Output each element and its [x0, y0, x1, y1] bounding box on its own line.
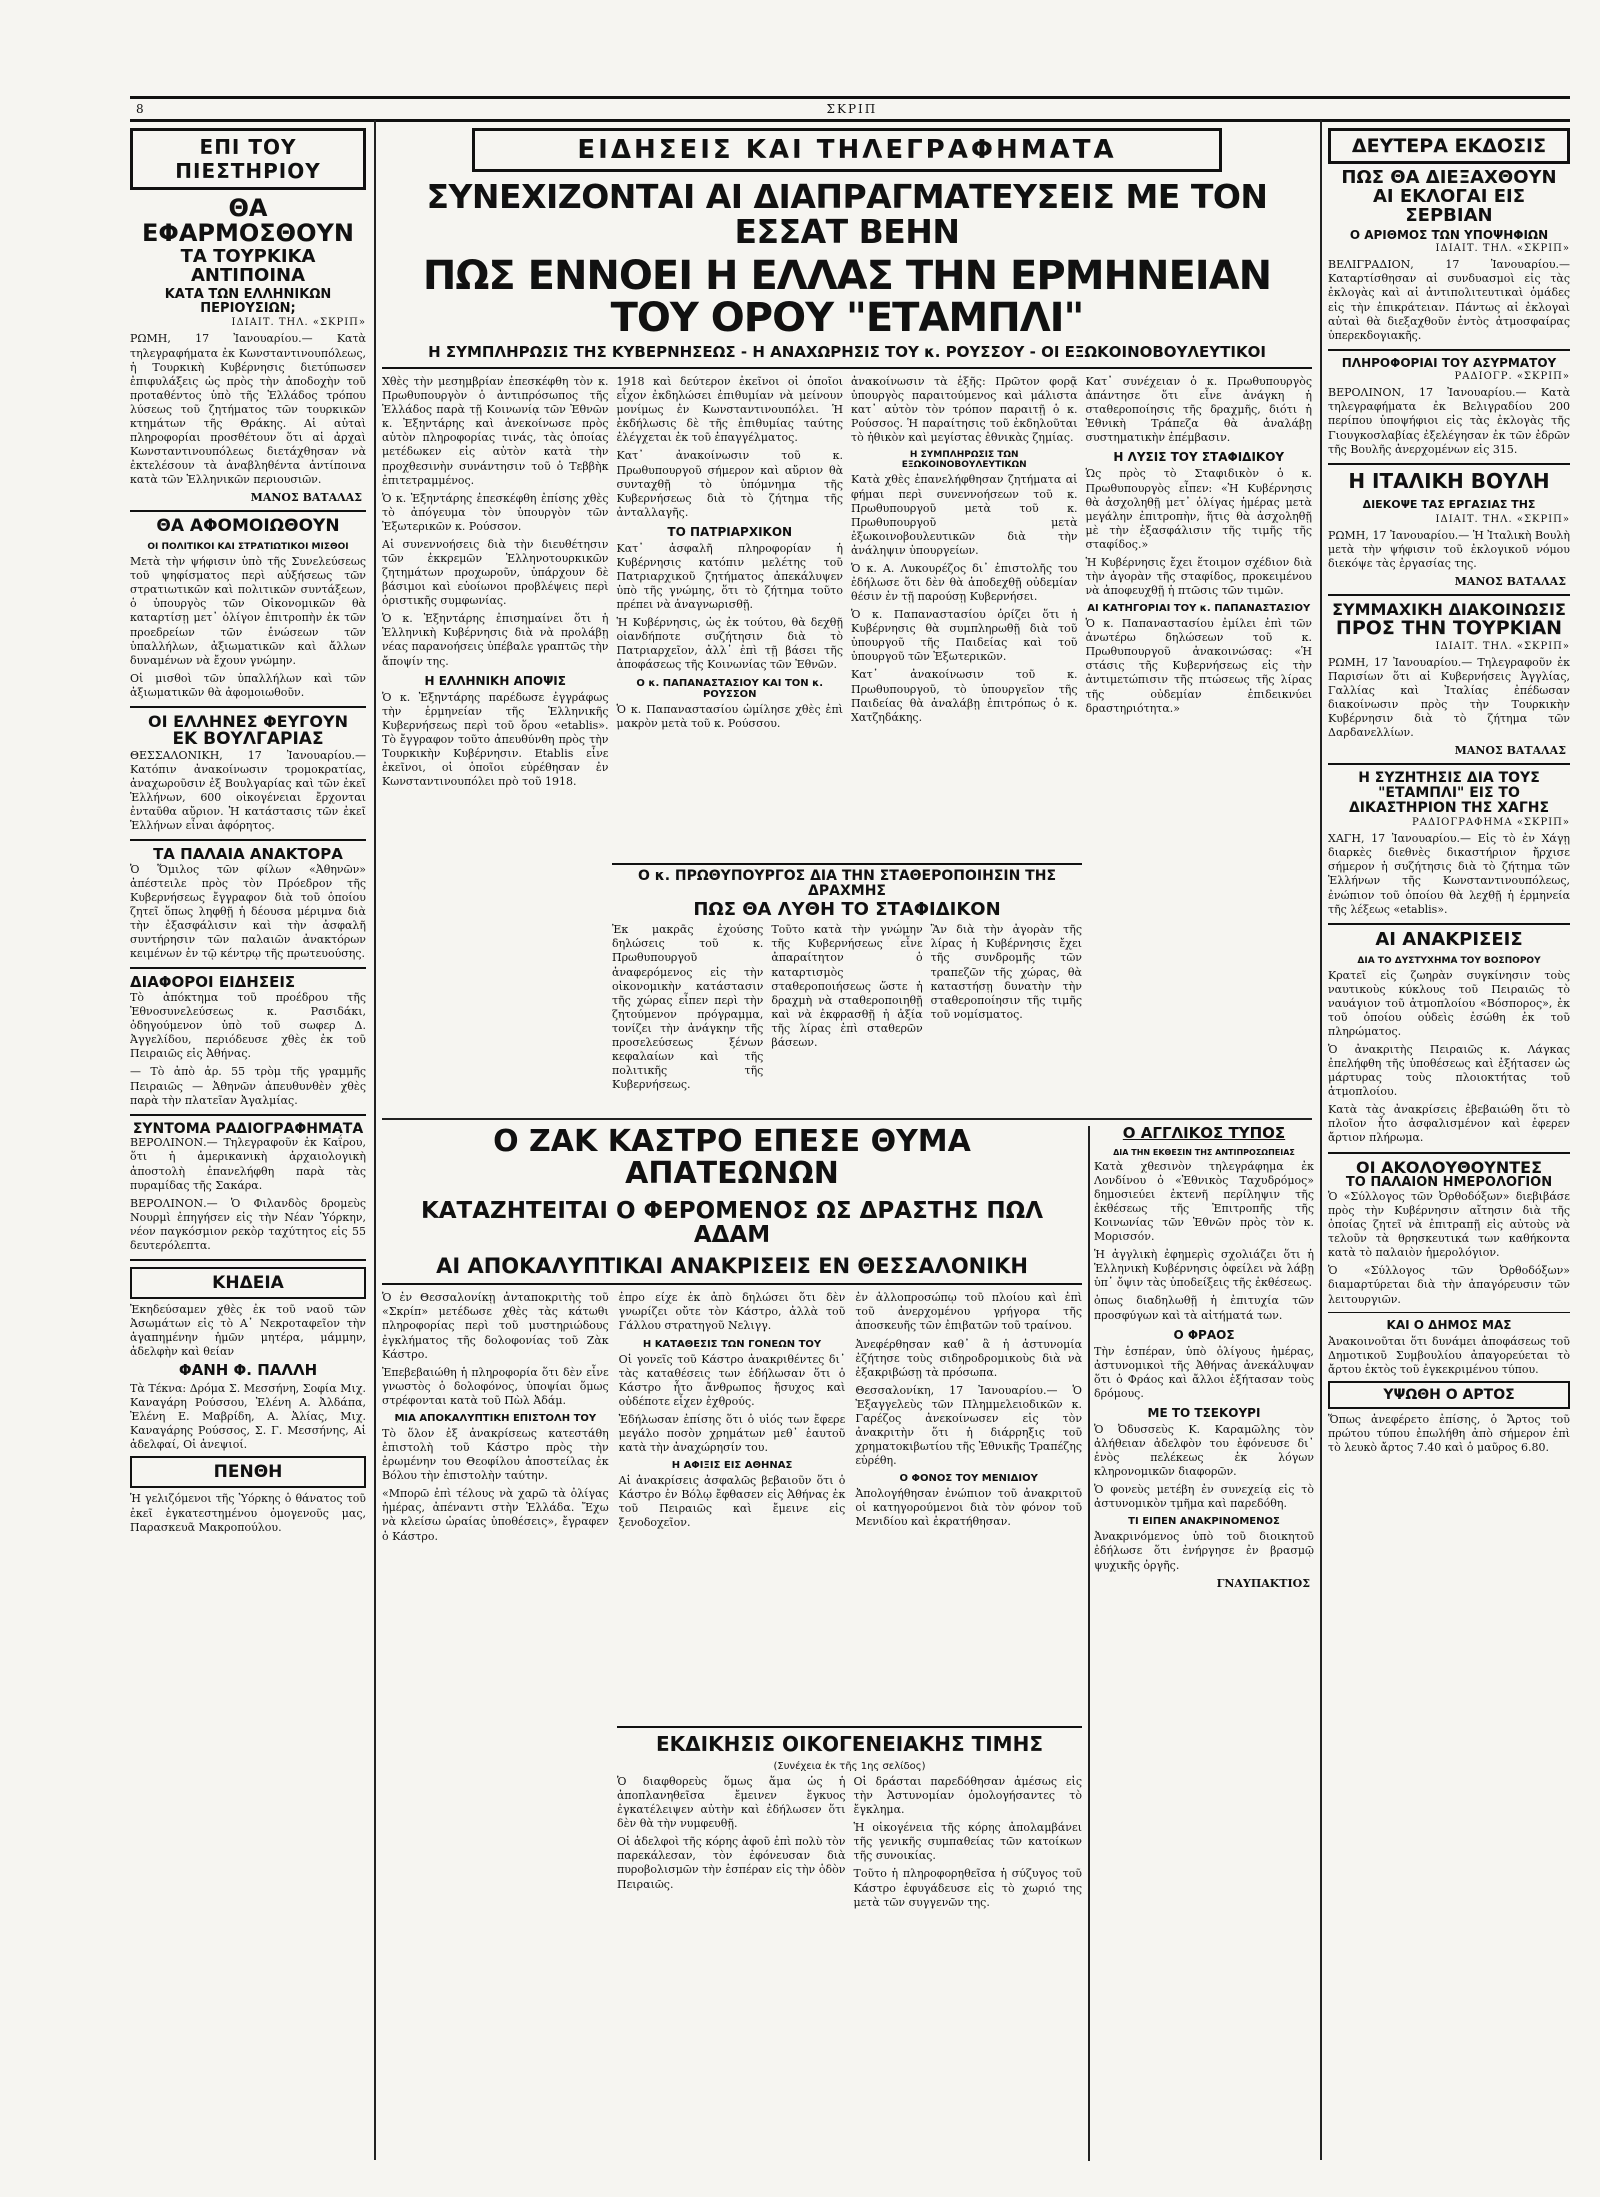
divider: [130, 839, 366, 841]
story-subheadline: ΚΑΤΑΖΗΤΕΙΤΑΙ Ο ΦΕΡΟΜΕΝΟΣ ΩΣ ΔΡΑΣΤΗΣ ΠΩΛ ΑΔΑΜ: [420, 1198, 1044, 1249]
article-body: Ἂν διὰ τὴν ἀγορὰν τῆς λίρας ἡ Κυβέρνησις ἔχει τῆς συνδρομῆς τῶν τραπεζῶν τῆς χώρας, θὰ καταστήσῃ δυνατὴν τὴν σταθεροποίησιν τῆς τιμῆς τοῦ νομίσματος.: [930, 923, 1082, 1021]
subhead: ΤΟ ΠΑΤΡΙΑΡΧΙΚΟΝ: [667, 524, 793, 539]
section-title: Η ΣΥΖΗΤΗΣΙΣ ΔΙΑ ΤΟΥΣ "ΕΤΑΜΠΛΙ" ΕΙΣ ΤΟ ΔΙΚΑΣΤΗΡΙΟΝ ΤΗΣ ΧΑΓΗΣ: [1348, 770, 1550, 816]
story-col: [619, 1291, 846, 1547]
section-subtitle: ΔΙΑ ΤΟ ΔΥΣΤΥΧΗΜΑ ΤΟΥ ΒΟΣΠΟΡΟΥ: [1357, 955, 1541, 966]
center-top: [382, 128, 1312, 1136]
story-columns: [617, 1775, 1082, 1914]
article-body: Ἐκ μακρᾶς ἐχούσης δηλώσεις τοῦ κ. Πρωθυπουργοῦ ἀναφερόμενος εἰς τὴν οἰκονομικὴν κατάστασιν τῆς χώρας εἶπεν περὶ τὴν ζητούμενον πρόγραμμα, τονίζει τὴν ἀνάγκην τῆς προσελεύσεως ξένων κεφαλαίων καὶ τῆς πολιτικῆς τῆς Κυβερνήσεως.: [612, 923, 764, 1092]
section-title: ΟΙ ΕΛΛΗΝΕΣ ΦΕΥΓΟΥΝ: [148, 711, 348, 731]
article-body: Κατ᾽ ἀνακοίνωσιν τοῦ κ. Πρωθυπουργοῦ, τὸ ὑπουργεῖον τῆς Παιδείας θὰ ἀναλάβῃ ἐπιτρόπως ὁ κ. Χατζηδάκης.: [851, 668, 1078, 724]
article-body: ἐν ἀλλοπροσώπῳ τοῦ πλοίου καὶ ἐπὶ τοῦ ἀνερχομένου γρήγορα τῆς ἀποσκευῆς τῶν ἐπιβατῶν τοῦ τραίνου.: [855, 1291, 1082, 1333]
article-body: Τοῦτο ἡ πληροφορηθεῖσα ἡ σύζυγος τοῦ Κάστρο ἐφυγάδευσε εἰς τὸ χωριό της μετὰ τῶν συγγενῶν της.: [853, 1867, 1082, 1909]
subhead: Η ΑΦΙΞΙΣ ΕΙΣ ΑΘΗΝΑΣ: [671, 1460, 793, 1472]
article-body: Οἱ μισθοὶ τῶν ὑπαλλήλων καὶ τῶν ἀξιωματικῶν θὰ ἀφομοιωθοῦν.: [130, 671, 366, 699]
story-col: [1086, 375, 1313, 793]
signature: ΜΑΝΟΣ ΒΑΤΑΛΑΣ: [1454, 744, 1566, 758]
section-subtitle: ΤΟ ΠΑΛΑΙΟΝ ΗΜΕΡΟΛΟΓΙΟΝ: [1345, 1175, 1553, 1191]
article-body: Ὁ κ. Παπαναστασίου ἐμίλει ἐπὶ τῶν ἀνωτέρω δηλώσεων τοῦ κ. Πρωθυπουργοῦ ἀνακοινώσας: «Ἡ στάσις τῆς Κυβερνήσεως εἰς τὴν ἀντιμετώπισιν τῆς πτώσεως τῆς λίρας τῆς οὐδεμίαν ἐπιδεικνύει δραστηριότητα.»: [1085, 617, 1312, 715]
article-body: Ἡ Κυβέρνησις, ὡς ἐκ τούτου, θὰ δεχθῇ οἱανδήποτε συζήτησιν διὰ τὸ Πατριαρχεῖον, ἀλλ᾽ ἐπὶ τῇ βάσει τῆς ἀποφάσεως τῆς Κοινωνίας τῶν Ἐθνῶν.: [616, 616, 843, 672]
article-body: ΡΩΜΗ, 17 Ἰανουαρίου.— Ἡ Ἰταλικὴ Βουλὴ μετὰ τὴν ψήφισιν τοῦ ἐκλογικοῦ νόμου διεκόψε τὰς ἐργασίας της.: [1328, 528, 1570, 570]
article-body: Κατὰ χθὲς ἐπανελήφθησαν ζητήματα αἱ φήμαι περὶ συνεννοήσεων τοῦ κ. Πρωθυπουργοῦ μετὰ τοῦ κ. Πρωθυπουργοῦ μετὰ ἐξωκοινοβουλευτικῶν διὰ τὴν ἀνάληψιν ὑπουργείων.: [851, 473, 1078, 557]
article-body: Ἐκηδεύσαμεν χθὲς ἐκ τοῦ ναοῦ τῶν Ἀσωμάτων εἰς τὸ Α᾽ Νεκροταφεῖον τὴν ἀγαπημένην ἡμῶν μητέρα, μάμμην, ἀδελφὴν καὶ θείαν: [130, 1303, 366, 1359]
article-body: Οἱ γονεῖς τοῦ Κάστρο ἀνακριθέντες δι᾽ τὰς καταθέσεις των ἐδήλωσαν ὅτι ὁ Κάστρο ἦτο ἄνθρωπος ἥσυχος καὶ οὐδέποτε εἶχεν ἐχθρούς.: [618, 1352, 846, 1408]
subhead: Η ΕΛΛΗΝΙΚΗ ΑΠΟΨΙΣ: [424, 673, 566, 688]
left-signature: ΜΑΝΟΣ ΒΑΤΑΛΑΣ: [250, 491, 362, 505]
subhead: Ο κ. ΠΑΠΑΝΑΣΤΑΣΙΟΥ ΚΑΙ ΤΟΝ κ. ΡΟΥΣΣΟΝ: [636, 677, 824, 700]
article-body: Τὸ ἀπόκτημα τοῦ προέδρου τῆς Ἐθνοσυνελεύσεως κ. Ρασιδάκι, ὀδηγούμενον ὑπὸ τοῦ σωφερ Δ. Ἀγγελίδου, περιόδευσε χθὲς ἐκ τοῦ Πειραιῶς εἰς Ἀθήνας.: [130, 991, 366, 1061]
article-body: Ὁ κ. Παπαναστασίου ὡμίλησε χθὲς ἐπὶ μακρὸν μετὰ τοῦ κ. Ρούσσου.: [616, 702, 843, 730]
subhead: Η ΛΥΣΙΣ ΤΟΥ ΣΤΑΦΙΔΙΚΟΥ: [1113, 450, 1285, 465]
article-body: ἀνακοίνωσιν τὰ ἑξῆς: Πρῶτον φορᾷ ὑπουργὸς παραιτούμενος καὶ μάλιστα κατ᾽ αὐτὸν τὸν τρόπον παραιτῇ ὁ κ. Ρούσσος. Ἡ παραίτησις τοῦ ἐκδηλοῦται τὸ ἠθικὸν καὶ μεγίστας ἐθνικὰς ζημίας.: [851, 375, 1078, 445]
article-body: Ὁ κ. Παπαναστασίου ὁρίζει ὅτι ἡ Κυβέρνησις θὰ συμπληρωθῇ διὰ τοῦ ὑπουργοῦ τῆς Παιδείας καὶ τοῦ ὑπουργοῦ τῶν Ἐξωτερικῶν.: [851, 608, 1078, 664]
page-number: 8: [136, 102, 146, 116]
article-body: Ὁ «Σύλλογος τῶν Ὀρθοδόξων» διαμαρτύρεται διὰ τὴν ἀπαγόρευσιν τῶν λειτουργιῶν.: [1328, 1264, 1570, 1306]
section-title: Η ΙΤΑΛΙΚΗ ΒΟΥΛΗ: [1348, 468, 1550, 493]
subhead: ΜΕ ΤΟ ΤΣΕΚΟΥΡΙ: [1147, 1405, 1261, 1420]
article-body: Ὁ ἀνακριτὴς Πειραιῶς κ. Λάγκας ἐπελήφθη τῆς ὑποθέσεως καὶ ἐξήτασεν ὡς μάρτυρας τοὺς πλοιοκτήτας τοῦ ἀτμοπλοίου.: [1328, 1042, 1570, 1099]
divider: [130, 510, 366, 512]
article-body: Ὁ κ. Ἐξηντάρης ἐπεσκέφθη ἐπίσης χθὲς τὸ ἀπόγευμα τὸν ὑπουργὸν τῶν Ἐξωτερικῶν κ. Ρούσσον.: [382, 491, 609, 533]
section-title-box: ΠΕΝΘΗ: [130, 1456, 366, 1488]
article-body: Αἱ ἀνακρίσεις ἀσφαλῶς βεβαιοῦν ὅτι ὁ Κάστρο ἐν Βόλῳ ἔφθασεν εἰς Ἀθήνας ἐκ τοῦ Πειραιῶς καὶ ἔμεινε εἰς ξενοδοχεῖον.: [618, 1474, 846, 1530]
article-body: ΡΩΜΗ, 17 Ἰανουαρίου.— Τηλεγραφοῦν ἐκ Παρισίων ὅτι αἱ Κυβερνήσεις Ἀγγλίας, Γαλλίας καὶ Ἰταλίας ἐπέδωσαν διακοίνωσιν πρὸς τὴν Τουρκικὴν Κυβέρνησιν διὰ τὸ ζήτημα τῶν Δαρδανελλίων.: [1328, 655, 1570, 740]
article-body: Κατὰ τὰς ἀνακρίσεις ἐβεβαιώθη ὅτι τὸ πλοῖον ἦτο ἀσφαλισμένον καὶ ἐφερεν ἄρτιον πλήρωμα.: [1328, 1103, 1570, 1145]
main-story-columns: [382, 375, 1312, 793]
mid-right-column: [1094, 1126, 1314, 2161]
article-body: ΒΕΛΙΓΡΑΔΙΟΝ, 17 Ἰανουαρίου.— Καταρτίσθησαν αἱ συνδυασμοὶ εἰς τὰς ἐκλογὰς καὶ αἱ ἀντιπολιτευτικαὶ ὁμάδες εἰς τὴν ἐπικράτειαν. Πάντως αἱ ἐκλογαὶ αὐταὶ θὰ διεξαχθοῦν ἐντὸς ἀτμοσφαίρας ὑπερεκδογιακῆς.: [1328, 258, 1570, 342]
story-columns: [382, 1291, 1082, 1547]
section-subtitle: ΔΙΕΚΟΨΕ ΤΑΣ ΕΡΓΑΣΙΑΣ ΤΗΣ: [1362, 497, 1536, 511]
paper-name: ΣΚΡΙΠ: [826, 102, 878, 116]
article-body: Αἱ συνεννοήσεις διὰ τὴν διευθέτησιν τῶν ἐκκρεμῶν Ἑλληνοτουρκικῶν ζητημάτων προχωροῦν, ὑπάρχουν δὲ βάσιμοι καὶ εὐοίωνοι προβλέψεις περὶ ὁριστικῆς συμφωνίας.: [382, 537, 609, 608]
subhead: ΤΙ ΕΙΠΕΝ ΑΝΑΚΡΙΝΟΜΕΝΟΣ: [1128, 1516, 1280, 1528]
article-body: Χθὲς τὴν μεσημβρίαν ἐπεσκέφθη τὸν κ. Πρωθυπουργὸν ὁ ἀντιπρόσωπος τῆς Ἑλλάδος παρὰ τῇ Κοινωνίᾳ τῶν Ἐθνῶν κ. Ἐξηντάρης καὶ ἀνεκοίνωσε πρὸς αὐτὸν πληροφορίας τινάς, τὰς ὁποίας μετέδωκεν εἰς αὐτὸν κατὰ τὴν προχθεσινὴν συνάντησιν τοῦ ὁ Τεββὴκ ἐπιτετραμμένος.: [382, 375, 609, 487]
story-title: Ο ΑΓΓΛΙΚΟΣ ΤΥΠΟΣ: [1122, 1126, 1286, 1142]
subhead: Η ΚΑΤΑΘΕΣΙΣ ΤΩΝ ΓΟΝΕΩΝ ΤΟΥ: [642, 1338, 822, 1350]
article-body: ὁπως διαδηλωθῇ ἡ ἐπιτυχία τῶν προσφύγων καὶ τὰ αἰτήματά των.: [1094, 1294, 1314, 1322]
left-headline-3: ΚΑΤΑ ΤΩΝ ΕΛΛΗΝΙΚΩΝ ΠΕΡΙΟΥΣΙΩΝ;: [164, 287, 332, 316]
article-body: Ὁ φονεὺς μετέβη ἐν συνεχείᾳ εἰς τὸ ἀστυνομικὸν τμῆμα καὶ παρεδόθη.: [1094, 1483, 1314, 1511]
story-col: [617, 375, 844, 793]
masthead-filler: [1552, 102, 1570, 116]
subhead: Ο ΦΡΑΟΣ: [1173, 1327, 1235, 1342]
horizontal-rule: [382, 1118, 1312, 1120]
article-body: Ὁ «Σύλλογος τῶν Ὀρθοδόξων» διεβιβάσε πρὸς τὴν Κυβέρνησιν αἴτησιν διὰ τῆς ὁποίας ζητεῖ νὰ ἐπιτραπῇ εἰς αὐτοὺς νὰ τελοῦν τὰ θρησκευτικά των καθήκοντα κατὰ τὸ παλαιὸν ἡμερολόγιον.: [1328, 1189, 1570, 1260]
divider: [130, 967, 366, 969]
article-body: — Τὸ ἀπὸ ἀρ. 55 τρὸμ τῆς γραμμῆς Πειραιῶς — Ἀθηνῶν ἀπευθυνθὲν χθὲς παρὰ τὴν πλατεῖαν Ἀγαλμίας.: [130, 1065, 366, 1107]
story-col: [382, 1291, 609, 1547]
subhead: ΜΙΑ ΑΠΟΚΑΛΥΠΤΙΚΗ ΕΠΙΣΤΟΛΗ ΤΟΥ: [394, 1412, 597, 1424]
article-body: Οἱ δράσται παρεδόθησαν ἀμέσως εἰς τὴν Ἀστυνομίαν ὁμολογήσαντες τὸ ἔγκλημα.: [853, 1775, 1082, 1817]
divider: [1328, 1152, 1570, 1154]
right-kicker: ΔΕΥΤΕΡΑ ΕΚΔΟΣΙΣ: [1328, 128, 1570, 164]
article-body: Κατ᾽ συνέχειαν ὁ κ. Πρωθυπουργὸς ἀπάντησε ὅτι εἶνε ἀνάγκη ἡ σταθεροποίησις τῆς δραχμῆς, διότι ἡ Ἐθνικὴ Τράπεζα θὰ ἀναλάβῃ συστηματικὴν ἐπέμβασιν.: [1085, 375, 1312, 445]
column-rule: [374, 120, 376, 2160]
subhead: ΑΙ ΚΑΤΗΓΟΡΙΑΙ ΤΟΥ κ. ΠΑΠΑΝΑΣΤΑΣΙΟΥ: [1087, 603, 1311, 615]
article-body: Θεσσαλονίκη, 17 Ἰανουαρίου.— Ὁ Ἐξαγγελεὺς τῶν Πλημμελειοδικῶν κ. Γαρέζος ἀνεκοίνωσεν εἰς τὸν ἀνακριτὴν ὅτι ἡ διάρρηξις τοῦ χρηματοκιβωτίου τῆς Ἐθνικῆς Τραπέζης εὑρέθη.: [855, 1383, 1082, 1468]
article-body: 1918 καὶ δεύτερον ἐκεῖνοι οἱ ὁποῖοι εἶχον ἐκδηλώσει ἐπιθυμίαν νὰ μείνουν μονίμως ἐν Κωνσταντινουπόλει. Ἡ ἐκδήλωσις δὲ τῆς ἐπιθυμίας ταύτης ἐλέγχεται ἐκ τοῦ ἐπαγγέλματος.: [616, 375, 843, 445]
divider: [1328, 1312, 1570, 1313]
byline: ΙΔΙΑΙΤ. ΤΗΛ. «ΣΚΡΙΠ»: [1435, 513, 1570, 525]
article-body: Κατ᾽ ἀνακοίνωσιν τοῦ κ. Πρωθυπουργοῦ σήμερον καὶ αὔριον θὰ συνταχθῇ τὸ ὑπόμνημα τῆς Κυβερνήσεως διὰ τὸ ζήτημα τῆς ἀνταλλαγῆς.: [616, 449, 843, 519]
story-col: [855, 1291, 1082, 1547]
article-body: ΘΕΣΣΑΛΟΝΙΚΗ, 17 Ἰανουαρίου.— Κατόπιν ἀνακοίνωσιν τρομοκρατίας, ἀναχωροῦσιν ἐξ Βουλγαρίας καὶ τῶν ἐκεῖ Ἑλλήνων, 600 οἰκογένειαι ἔρχονται ἐνταῦθα αὔριον. Ἡ κατάστασις τῶν ἐκεῖ Ἑλλήνων εἶναι ἀφόρητος.: [130, 748, 366, 832]
article-body: Τὴν ἑσπέραν, ὑπὸ ὀλίγους ἡμέρας, ἀστυνομικοὶ τῆς Ἀθήνας ἀνεκάλυψαν ὅτι ὁ Φράος καὶ ἄλλοι ἐξήτασαν τοὺς δρόμους.: [1094, 1344, 1314, 1400]
signature: ΓΝΑΥΠΑΚΤΙΟΣ: [1216, 1576, 1310, 1590]
divider: [130, 706, 366, 708]
article-body: Τὰ Τέκνα: Δρόμα Σ. Μεσσήνη, Σοφία Μιχ. Καναγάρη Ρούσσου, Ἐλένη Α. Ἀλδάπα, Ἐλένη Ε. Μαβρίδη, Α. Ἀλίας, Μιχ. Καναγάρης Ρούσσος, Σ. Γ. Μεσσήνης, Αἱ ἀδελφαί, Οἱ ἀνεψιοί.: [130, 1382, 366, 1452]
article-body: Κρατεῖ εἰς ζωηρὰν συγκίνησιν τοὺς ναυτικοὺς κύκλους τοῦ Πειραιῶς τὸ ναυάγιον τοῦ ἀτμοπλοίου «Βόσπορος», ἐκ τοῦ ὁποίου οὐδεὶς ἐσώθη ἐκ τοῦ πληρώματος.: [1328, 968, 1570, 1038]
section-title: ΣΥΝΤΟΜΑ ΡΑΔΙΟΓΡΑΦΗΜΑΤΑ: [132, 1120, 364, 1137]
section-title: ΟΙ ΑΚΟΛΟΥΘΟΥΝΤΕΣ: [1355, 1157, 1543, 1177]
article-body: Ὁ κ. Α. Λυκουρέζος δι᾽ ἐπιστολῆς του ἐδήλωσε ὅτι δὲν θὰ ἀποδεχθῇ οὐδεμίαν θέσιν ἐν τῇ παρούσῃ Κυβερνήσει.: [851, 561, 1078, 604]
article-body: Ἡ γελιζόμενοι τῆς Ὑόρκης ὁ θάνατος τοῦ ἐκεῖ ἐγκατεστημένου ὁμογενοῦς μας, Παρασκευᾶ Μακροπούλου.: [130, 1492, 366, 1534]
article-body: ΒΕΡΟΛΙΝΟΝ.— Ὁ Φιλανδὸς δρομεὺς Νουρμὶ ἐπηγήσεν εἰς τὴν Νέαν Ὑόρκην, νέον παγκόσμιον ρεκὸρ ταχύτητος εἰς 55 δευτερόλεπτα.: [130, 1196, 366, 1252]
article-body: Ὡς πρὸς τὸ Σταφιδικὸν ὁ κ. Πρωθυπουργὸς εἶπεν: «Ἡ Κυβέρνησις θὰ ἀσχοληθῇ μετ᾽ ὀλίγας ἡμέρας μετὰ μεγάλην ἐπιτροπὴν, ἥτις θὰ ἀσχοληθῇ μὲ τὴν ἐξασφάλισιν τῆς τιμῆς τῆς σταφίδος.»: [1085, 467, 1312, 551]
main-headline: ΣΥΝΕΧΙΖΟΝΤΑΙ ΑΙ ΔΙΑΠΡΑΓΜΑΤΕΥΣΕΙΣ ΜΕ ΤΟΝ ΕΣΣΑΤ ΒΕΗΝ: [426, 177, 1268, 251]
story-subtitle: ΔΙΑ ΤΗΝ ΕΚΘΕΣΙΝ ΤΗΣ ΑΝΤΙΠΡΟΣΩΠΕΙΑΣ: [1113, 1147, 1295, 1157]
article-body: Ἡ Κυβέρνησις ἔχει ἕτοιμον σχέδιον διὰ τὴν ἀγορὰν τῆς σταφίδος, προκειμένου νὰ ἀποφευχθῇ ἡ πτῶσις τῶν τιμῶν.: [1085, 555, 1312, 598]
article-body: Ὁ κ. Ἐξηντάρης ἐπισημαίνει ὅτι ἡ Ἑλληνικὴ Κυβέρνησις διὰ νὰ προλάβῃ νέας παρανοήσεις ὑπέβαλε γραπτῶς τὴν ἄποψίν της.: [382, 612, 609, 668]
byline: ΡΑΔΙΟΓΡΑΦΗΜΑ «ΣΚΡΙΠ»: [1412, 817, 1570, 829]
right-subheadline: Ο ΑΡΙΘΜΟΣ ΤΩΝ ΥΠΟΨΗΦΙΩΝ: [1349, 227, 1549, 242]
article-body: ΒΕΡΟΛΙΝΟΝ.— Τηλεγραφοῦν ἐκ Καΐρου, ὅτι ἡ ἀμερικανικὴ ἀρχαιολογικὴ ἀποστολὴ ἐπανελήφθη παρὰ τὰς πυραμίδας τῆς Σακάρα.: [130, 1136, 366, 1192]
article-body: Ἀνεφέρθησαν καθ᾽ ἃ ἡ ἀστυνομία ἐζήτησε τοὺς σιδηροδρομικοὺς διὰ νὰ ἐξακριβώσῃ τὰ πρόσωπα.: [855, 1337, 1082, 1379]
story-columns: [612, 923, 1082, 1096]
left-kicker: ΕΠΙ ΤΟΥ ΠΙΕΣΤΗΡΙΟΥ: [130, 128, 366, 190]
article-body: Κατὰ χθεσινὸν τηλεγράφημα ἐκ Λονδίνου ὁ «Ἐθνικὸς Ταχυδρόμος» δημοσιεύει ἐκτενῆ περίληψιν τῆς ἐκθέσεως τῆς Ἐπιτροπῆς τῆς Κοινωνίας τῶν Ἐθνῶν πρὸς τὸν κ. Μορισσόν.: [1094, 1159, 1314, 1244]
subhead: Η ΣΥΜΠΛΗΡΩΣΙΣ ΤΩΝ ΕΞΩΚΟΙΝΟΒΟΥΛΕΥΤΙΚΩΝ: [901, 450, 1027, 471]
signature: ΜΑΝΟΣ ΒΑΤΑΛΑΣ: [1454, 574, 1566, 588]
story-headline: Ο ΖΑΚ ΚΑΣΤΡΟ ΕΠΕΣΕ ΘΥΜΑ ΑΠΑΤΕΩΝΩΝ: [493, 1126, 971, 1191]
story-col: [854, 1775, 1083, 1914]
section-title: ΑΙ ΑΝΑΚΡΙΣΕΙΣ: [1375, 928, 1523, 950]
article-body: Ὅπως ἀνεφέρετο ἐπίσης, ὁ Ἄρτος τοῦ πρώτου τύπου ἐπωλήθη ἀπὸ σήμερον ἐπὶ τὸ λευκὸ ἄρτος 7.40 καὶ ὁ μαῦρος 6.80.: [1328, 1412, 1570, 1454]
article-body: ΒΕΡΟΛΙΝΟΝ, 17 Ἰανουαρίου.— Κατὰ τηλεγραφήματα ἐκ Βελιγραδίου 200 περίπου ὑποψήφιοι εἰς τὰς ἐκλογὰς τῆς Γιουγκοσλαβίας ἐξελέγησαν ἐκ τῶν ἐδρῶν τῆς Βουλῆς ἀνερχομένων εἰς 315.: [1328, 386, 1570, 456]
section-subtitle: ΕΚ ΒΟΥΛΓΑΡΙΑΣ: [172, 728, 324, 749]
drachma-story: [612, 863, 1082, 1096]
article-body: Τὸ ὅλον ἐξ ἀνακρίσεως κατεστάθη ἐπιστολὴ τοῦ Κάστρο πρὸς τὴν ἐρωμένην του Θεοφίλου ἀποστείλας ἐκ Βόλου τὴν ἐπιστολὴν ταύτην.: [382, 1426, 609, 1483]
section-title: ΣΥΜΜΑΧΙΚΗ ΔΙΑΚΟΙΝΩΣΙΣ: [1332, 599, 1566, 619]
section-subtitle: ΠΡΟΣ ΤΗΝ ΤΟΥΡΚΙΑΝ: [1335, 616, 1563, 639]
byline: ΙΔΙΑΙΤ. ΤΗΛ. «ΣΚΡΙΠ»: [1435, 640, 1570, 652]
left-column: [130, 128, 366, 2163]
obituary-name: ΦΑΝΗ Φ. ΠΑΛΛΗ: [178, 1361, 318, 1380]
section-subtitle: ΟΙ ΠΟΛΙΤΙΚΟΙ ΚΑΙ ΣΤΡΑΤΙΩΤΙΚΟΙ ΜΙΣΘΟΙ: [147, 542, 349, 553]
article-body: Τοῦτο κατὰ τὴν γνώμην τῆς Κυβερνήσεως εἶνε ἀπαραίτητον ὁ καταρτισμὸς σταθεροποιήσεως ὥστε ἡ δραχμὴ νὰ σταθεροποιηθῇ καὶ νὰ ἐκφρασθῇ ἡ ἀξία τῆς λίρας ἐπὶ σταθερῶν βάσεων.: [771, 923, 923, 1049]
right-headline: ΠΩΣ ΘΑ ΔΙΕΞΑΧΘΟΥΝ ΑΙ ΕΚΛΟΓΑΙ ΕΙΣ ΣΕΡΒΙΑΝ: [1341, 167, 1557, 226]
castro-story: [382, 1126, 1082, 2161]
right-column: [1328, 128, 1570, 2163]
article-body: Ὁ Ὀδυσσεὺς Κ. Καραμῶλης τὸν ἀλήθειαν ἀδελφὸν του ἐφόνευσε δι᾽ ἑνὸς πελέκεως ἐκ λόγων κληρονομικῶν διαφορῶν.: [1094, 1422, 1314, 1479]
article-body: ἐπρο είχε ἐκ ἀπὸ δηλώσει ὅτι δὲν γνωρίζει οὔτε τὸν Κάστρο, ἀλλὰ τοῦ Γάλλου στρατηγοῦ Νελιγγ.: [618, 1291, 846, 1333]
section-title: ΔΙΑΦΟΡΟΙ ΕΙΔΗΣΕΙΣ: [130, 973, 296, 992]
article-body: Ὁ διαφθορεὺς ὅμως ἅμα ὡς ἡ ἀποπλανηθεῖσα ἔμεινεν ἔγκυος ἐγκατέλειψεν αὐτὴν καὶ ἐδήλωσεν ὅτι δὲν θὰ τὴν νυμφευθῇ.: [617, 1775, 846, 1831]
story-col: [851, 375, 1078, 793]
section-title: ΠΛΗΡΟΦΟΡΙΑΙ ΤΟΥ ΑΣΥΡΜΑΤΟΥ: [1341, 355, 1557, 370]
article-body: ΧΑΓΗ, 17 Ἰανουαρίου.— Εἰς τὸ ἐν Χάγῃ διαρκὲς διεθνὲς δικαστήριον ἤρχισε σήμερον ἡ συζήτησις διὰ τὸ ζήτημα τῶν Ἑλλήνων τῆς Κωνσταντινουπόλεως, ἐνώπιον τοῦ ὁποίου θὰ λεχθῇ ἡ ἑρμηνεία τῆς λέξεως «etablis».: [1328, 832, 1570, 916]
left-byline: ΙΔΙΑΙΤ. ΤΗΛ. «ΣΚΡΙΠ»: [231, 317, 366, 329]
article-body: Ἀνακοινοῦται ὅτι δυνάμει ἀποφάσεως τοῦ Δημοτικοῦ Συμβουλίου ἀπαγορεύεται τὸ ἄρτου ἐκτὸς τοῦ ἐγκεκριμένου τύπου.: [1328, 1334, 1570, 1376]
divider: [130, 1259, 366, 1261]
section-title: ΤΑ ΠΑΛΑΙΑ ΑΝΑΚΤΟΡΑ: [153, 845, 343, 864]
article-body: Ἀνακρινόμενος ὑπὸ τοῦ διοικητοῦ ἐδήλωσε ὅτι ἐνήργησε ἐν βρασμῷ ψυχικῆς ὀργῆς.: [1094, 1530, 1314, 1572]
article-body: Ὁ κ. Ἐξηντάρης παρέδωσε ἐγγράφως τὴν ἑρμηνείαν τῆς Ἑλληνικῆς Κυβερνήσεως περὶ τοῦ ὅρου «etablis». Τὸ ἔγγραφον τοῦτο ἀπευθύνθη πρὸς τὴν Τουρκικὴν Κυβέρνησιν. Etablis εἶνε ἐκεῖνοι, οἱ ὁποῖοι εὑρέθησαν ἐν Κωνσταντινουπόλει πρὸ τοῦ 1918.: [382, 690, 609, 789]
article-body: «Μπορῶ ἐπὶ τέλους νὰ χαρῶ τὰ ὀλίγας ἡμέρας, ἀπέναντι στὴν Ἑλλάδα. Ἔχω νὰ κλείσω ὡραίας ὑποθέσεις», ἔγραφεν ὁ Κάστρο.: [382, 1487, 609, 1543]
divider: [1328, 463, 1570, 465]
article-body: Ὁ Ὅμιλος τῶν φίλων «Ἀθηνῶν» ἀπέστειλε πρὸς τὸν Πρόεδρον τῆς Κυβερνήσεως ἔγγραφον διὰ τοῦ ὁποίου ζητεῖ ὅπως ληφθῇ ἡ δέουσα μέριμνα διὰ τὴν ἐξασφάλισιν καὶ τὴν ἀσφαλῆ συντήρησιν τῶν παλαιῶν ἀνακτόρων κειμένων ἐν τῷ κέντρῳ τῆς πρωτευούσης.: [130, 862, 366, 961]
divider: [1328, 763, 1570, 765]
subhead: Ο ΦΟΝΟΣ ΤΟΥ ΜΕΝΙΔΙΟΥ: [899, 1473, 1038, 1485]
article-body: Ὁ ἐν Θεσσαλονίκῃ ἀνταποκριτὴς τοῦ «Σκρίπ» μετέδωσε χθὲς τὰς κάτωθι πληροφορίας περὶ τοῦ μυστηριώδους ἐγκλήματος τῆς δολοφονίας τοῦ Ζὰκ Κάστρο.: [382, 1291, 609, 1361]
subhead: ΚΑΙ Ο ΔΗΜΟΣ ΜΑΣ: [1386, 1317, 1512, 1332]
column-rule: [1088, 1126, 1090, 2161]
divider: [1328, 594, 1570, 596]
article-body: Μετὰ τὴν ψήφισιν ὑπὸ τῆς Συνελεύσεως τοῦ ψηφίσματος περὶ αὐξήσεως τῶν στρατιωτικῶν καὶ πολιτικῶν συντάξεων, ὁ ὑπουργὸς τῶν Οἰκονομικῶν θὰ καταρτίσῃ μετ᾽ ὀλίγον ἐπιτροπὴν ἐκ τῶν προεδρείων τῶν ἑνώσεων τῶν ὑπαλλήλων, ἀξιωματικῶν καὶ ἄλλων δυναμένων νὰ ἔχουν γνώμην.: [130, 555, 366, 667]
article-body: Κατ᾽ ἀσφαλῆ πληροφορίαν ἡ Κυβέρνησις κατόπιν μελέτης τοῦ Πατριαρχικοῦ ζητήματος ἀπεκάλυψεν ὑπὸ τῆς γνώμης, ὅτι τὸ ζήτημα τοῦτο πρέπει νὰ ἀναγνωρισθῇ.: [616, 541, 843, 612]
article-body: Ἡ ἀγγλικὴ ἐφημερὶς σχολιάζει ὅτι ἡ Ἑλληνικὴ Κυβέρνησις ὀφείλει νὰ λάβῃ ὑπ᾽ ὄψιν τὰς ὑποδείξεις τῆς ἐκθέσεως.: [1094, 1248, 1314, 1290]
story-col: [617, 1775, 846, 1914]
section-title: ΘΑ ΑΦΟΜΟΙΩΘΟΥΝ: [156, 516, 340, 537]
story-col: [382, 375, 609, 793]
story-continued: (Συνέχεια ἐκ τῆς 1ης σελίδος): [773, 1761, 926, 1772]
article-body: Οἱ ἀδελφοὶ τῆς κόρης ἀφοῦ ἐπὶ πολὺ τὸν παρεκάλεσαν, τὸν ἐφόνευσαν διὰ πυροβολισμῶν τὴν ἑσπέραν εἰς τὴν ὁδὸν Πειραιῶς.: [617, 1835, 846, 1891]
left-headline-2: ΤΑ ΤΟΥΡΚΙΚΑ ΑΝΤΙΠΟΙΝΑ: [180, 246, 316, 287]
section-title-box: ΚΗΔΕΙΑ: [130, 1267, 366, 1299]
divider: [1328, 349, 1570, 351]
article-body: Ἐδήλωσαν ἐπίσης ὅτι ὁ υἱός των ἔφερε μεγάλο ποσὸν χρημάτων μεθ᾽ ἑαυτοῦ κατὰ τὴν ἀναχώρησίν του.: [618, 1412, 846, 1455]
masthead-strip: [130, 96, 1570, 122]
article-body: Ἐπεβεβαιώθη ἡ πληροφορία ὅτι δὲν εἶνε γνωστὸς ὁ δολοφόνος, ὑποψίαι ὅμως στρέφονται κατὰ τοῦ Πὼλ Ἀδάμ.: [382, 1365, 609, 1407]
story-title: ΕΚΔΙΚΗΣΙΣ ΟΙΚΟΓΕΝΕΙΑΚΗΣ ΤΙΜΗΣ: [617, 1726, 1082, 1755]
section-banner: ΕΙΔΗΣΕΙΣ ΚΑΙ ΤΗΛΕΓΡΑΦΗΜΑΤΑ: [472, 128, 1222, 172]
left-headline-1: ΘΑ ΕΦΑΡΜΟΣΘΟΥΝ: [142, 194, 354, 248]
main-headline-2: ΠΩΣ ΕΝΝΟΕΙ Η ΕΛΛΑΣ ΤΗΝ ΕΡΜΗΝΕΙΑΝ ΤΟΥ ΟΡΟΥ "ΕΤΑΜΠΛΙ": [422, 253, 1272, 342]
story-subheadline: ΑΙ ΑΠΟΚΑΛΥΠΤΙΚΑΙ ΑΝΑΚΡΙΣΕΙΣ ΕΝ ΘΕΣΣΑΛΟΝΙΚΗ: [382, 1255, 1082, 1285]
story-title: Ο κ. ΠΡΩΘΥΠΟΥΡΓΟΣ ΔΙΑ ΤΗΝ ΣΤΑΘΕΡΟΠΟΙΗΣΙΝ ΤΗΣ ΔΡΑΧΜΗΣ: [612, 863, 1082, 898]
ekdikisis-story: [617, 1726, 1082, 1914]
section-title-box: ΥΨΩΘΗ Ο ΑΡΤΟΣ: [1328, 1381, 1570, 1409]
divider: [130, 1114, 366, 1116]
left-article-body: ΡΩΜΗ, 17 Ἰανουαρίου.— Κατὰ τηλεγραφήματα ἐκ Κωνσταντινουπόλεως, ἡ Τουρκικὴ Κυβέρνησις διετύπωσεν ἐπιφυλάξεις ὡς πρὸς τὴν ἀποδοχὴν τοῦ προταθέντος ὑπὸ τῆς Ἑλλάδος τρόπου λύσεως τοῦ ζητήματος τῶν τουρκικῶν κτημάτων τῆς Θράκης. Αἱ αὐταὶ πληροφορίαι προσθέτουν ὅτι αἱ ἀρχαὶ Κωνσταντινουπόλεως διετάχθησαν νὰ ἐκτελέσουν τὰ ἀναβληθέντα ἀντίποινα κατὰ τῶν Ἑλληνικῶν περιουσιῶν.: [130, 332, 366, 487]
article-body: Ἀπολογήθησαν ἐνώπιον τοῦ ἀνακριτοῦ οἱ κατηγορούμενοι διὰ τὸν φόνον τοῦ Μενιδίου καὶ ἐκρατήθησαν.: [855, 1487, 1082, 1529]
column-rule: [1320, 120, 1322, 2160]
article-body: Ἡ οἰκογένεια τῆς κόρης ἀπολαμβάνει τῆς γενικῆς συμπαθείας τῶν κατοίκων τῆς συνοικίας.: [853, 1821, 1082, 1863]
byline: ΙΔΙΑΙΤ. ΤΗΛ. «ΣΚΡΙΠ»: [1435, 243, 1570, 255]
byline: ΡΑΔΙΟΓΡ. «ΣΚΡΙΠ»: [1454, 371, 1570, 383]
divider: [1328, 923, 1570, 925]
main-subheadline: Η ΣΥΜΠΛΗΡΩΣΙΣ ΤΗΣ ΚΥΒΕΡΝΗΣΕΩΣ - Η ΑΝΑΧΩΡΗΣΙΣ ΤΟΥ κ. ΡΟΥΣΣΟΥ - ΟΙ ΕΞΩΚΟΙΝΟΒΟΥΛΕΥΤΙΚΟΙ: [382, 345, 1312, 369]
story-subtitle: ΠΩΣ ΘΑ ΛΥΘΗ ΤΟ ΣΤΑΦΙΔΙΚΟΝ: [693, 899, 1001, 921]
